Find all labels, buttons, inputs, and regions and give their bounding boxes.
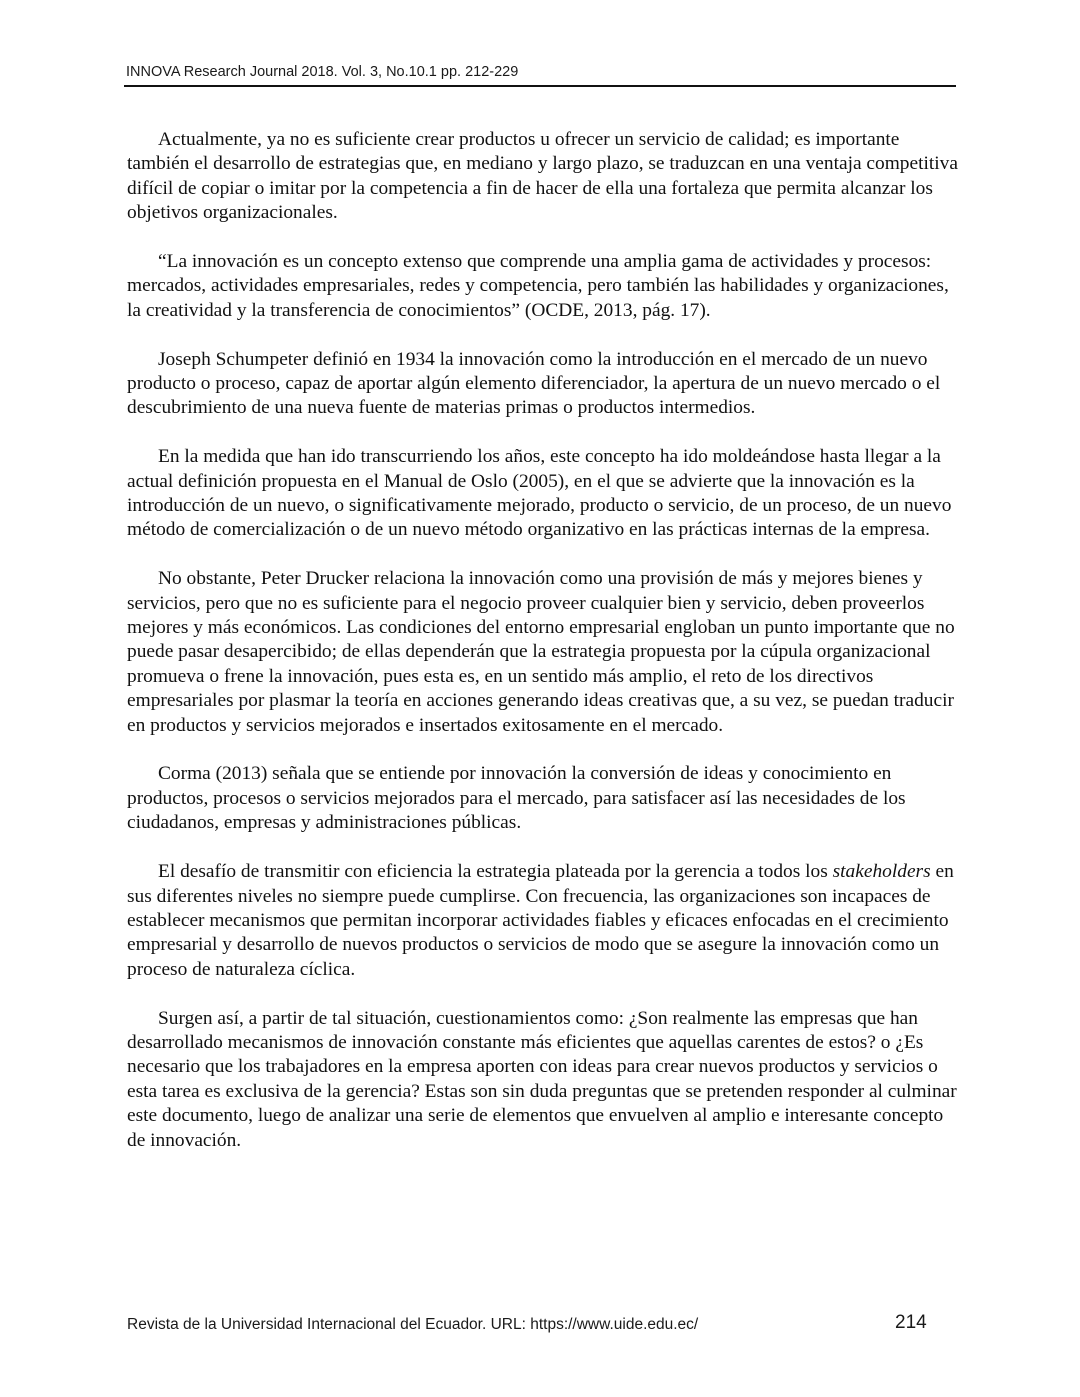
paragraph-5: No obstante, Peter Drucker relaciona la innovación como una provisión de más y mejores bienes y servicios, pero que no es suficiente para el negocio proveer cualquier bien y servicio, deben proveerlos mejores y más económicos. Las condiciones del entorno empresarial engloban un punto importante que no puede pasar desapercibido; de ellas dependerán que la estrategia propuesta por la cúpula organizacional promueva o frene la innovación, pues esta es, en un sentido más amplio, el reto de los directivos empresariales por plasmar la teoría en acciones generando ideas creativas que, a su vez, se puedan traducir en productos y servicios mejorados e insertados exitosamente en el mercado. bbox=[127, 568, 955, 736]
body-text bbox=[127, 128, 959, 1177]
paragraph-4: En la medida que han ido transcurriendo los años, este concepto ha ido moldeándose hasta llegar a la actual definición propuesta en el Manual de Oslo (2005), en el que se advierte que la innovación es la introducción de un nuevo, o significativamente mejorado, producto o servicio, de un proceso, de un nuevo método de comercialización o de un nuevo método organizativo en las prácticas internas de la empresa. bbox=[127, 446, 952, 541]
paragraph-1: Actualmente, ya no es suficiente crear productos u ofrecer un servicio de calidad; es importante también el desarrollo de estrategias que, en mediano y largo plazo, se traduzcan en una ventaja competitiva difícil de copiar o imitar por la competencia a fin de hacer de ella una fortaleza que permita alcanzar los objetivos organizacionales. bbox=[127, 129, 958, 224]
stakeholders-term: stakeholders bbox=[832, 861, 931, 883]
paragraph-6: Corma (2013) señala que se entiende por innovación la conversión de ideas y conocimiento en productos, procesos o servicios mejorados para el mercado, para satisfacer así las necesidades de los ciudadanos, empresas y administraciones públicas. bbox=[127, 763, 906, 834]
running-header: INNOVA Research Journal 2018. Vol. 3, No.10.1 pp. 212-229 bbox=[126, 64, 519, 80]
paragraph-7 bbox=[127, 860, 959, 982]
paragraph-7-start: El desafío de transmitir con eficiencia la estrategia plateada por la gerencia a todos los bbox=[158, 861, 833, 883]
paragraph-2: “La innovación es un concepto extenso que comprende una amplia gama de actividades y procesos: mercados, actividades empresariales, redes y competencia, pero también las habilidades y organizaciones, la creatividad y la transferencia de conocimientos” (OCDE, 2013, pág. 17). bbox=[127, 251, 949, 321]
paragraph-3: Joseph Schumpeter definió en 1934 la innovación como la introducción en el mercado de un nuevo producto o proceso, capaz de aportar algún elemento diferenciador, la apertura de un nuevo mercado o el descubrimiento de una nueva fuente de materias primas o productos intermedios. bbox=[127, 348, 941, 419]
paragraph-7-end: en sus diferentes niveles no siempre puede cumplirse. Con frecuencia, las organizaciones son incapaces de establecer mecanismos que permitan incorporar actividades fiables y eficaces enfocadas en el crecimiento empresarial y desarrollo de nuevos productos o servicios de modo que se asegure la innovación como un proceso de naturaleza cíclica. bbox=[127, 861, 954, 980]
page-number: 214 bbox=[895, 1312, 927, 1333]
paragraph-8: Surgen así, a partir de tal situación, cuestionamientos como: ¿Son realmente las empresas que han desarrollado mecanismos de innovación constante más eficientes que aquellas carentes de estos? o ¿Es necesario que los trabajadores en la empresa aporten con ideas para crear nuevos productos y servicios o esta tarea es exclusiva de la gerencia? Estas son sin duda preguntas que se pretenden responder al culminar este documento, luego de analizar una serie de elementos que envuelven al amplio e interesante concepto de innovación. bbox=[127, 1007, 957, 1151]
header-rule bbox=[124, 85, 956, 87]
footer-text: Revista de la Universidad Internacional del Ecuador. URL: https://www.uide.edu.ec/ bbox=[127, 1316, 699, 1333]
